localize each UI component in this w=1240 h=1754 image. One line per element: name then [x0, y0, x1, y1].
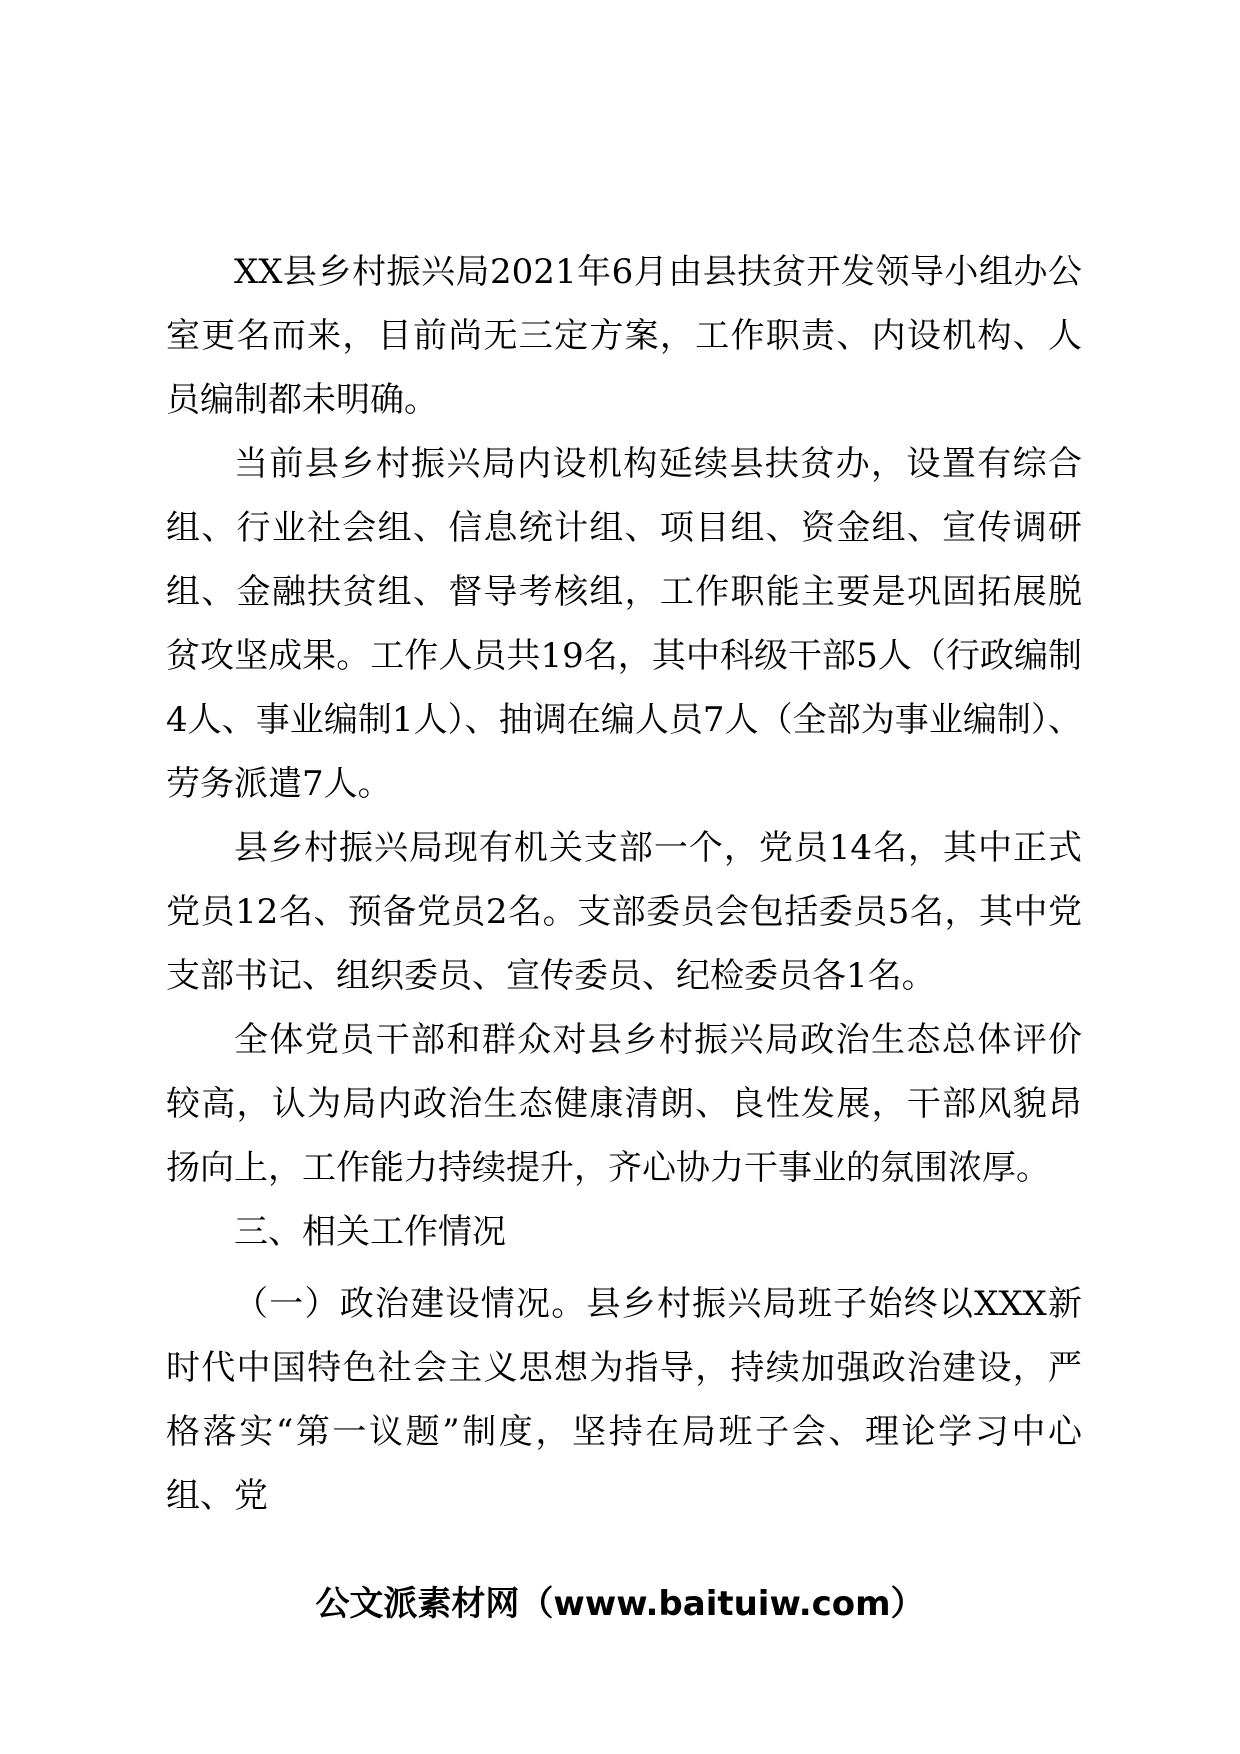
- paragraph-bureau-origin: XX县乡村振兴局2021年6月由县扶贫开发领导小组办公室更名而来，目前尚无三定方案，工作职责、内设机构、人员编制都未明确。: [166, 252, 1082, 420]
- paragraph-party-branch: 县乡村振兴局现有机关支部一个，党员14名，其中正式党员12名、预备党员2名。支部委员会包括委员5名，其中党支部书记、组织委员、宣传委员、纪检委员各1名。: [166, 828, 1082, 996]
- paragraph-political-construction: （一）政治建设情况。县乡村振兴局班子始终以XXX新时代中国特色社会主义思想为指导，持续加强政治建设，严格落实“第一议题”制度，坚持在局班子会、理论学习中心组、党: [166, 1284, 1082, 1516]
- section-heading: 三、相关工作情况: [234, 1212, 506, 1252]
- footer-watermark: 公文派素材网（www.baituiw.com）: [315, 1584, 925, 1624]
- paragraph-political-ecology: 全体党员干部和群众对县乡村振兴局政治生态总体评价较高，认为局内政治生态健康清朗、良性发展，干部风貌昂扬向上，工作能力持续提升，齐心协力干事业的氛围浓厚。: [166, 1020, 1082, 1188]
- paragraph-internal-structure: 当前县乡村振兴局内设机构延续县扶贫办，设置有综合组、行业社会组、信息统计组、项目组、资金组、宣传调研组、金融扶贫组、督导考核组，工作职能主要是巩固拓展脱贫攻坚成果。工作人员共19名，其中科级干部5人（行政编制4人、事业编制1人）、抽调在编人员7人（全部为事业编制）、劳务派遣7人。: [166, 444, 1082, 804]
- document-body: [166, 240, 1082, 1528]
